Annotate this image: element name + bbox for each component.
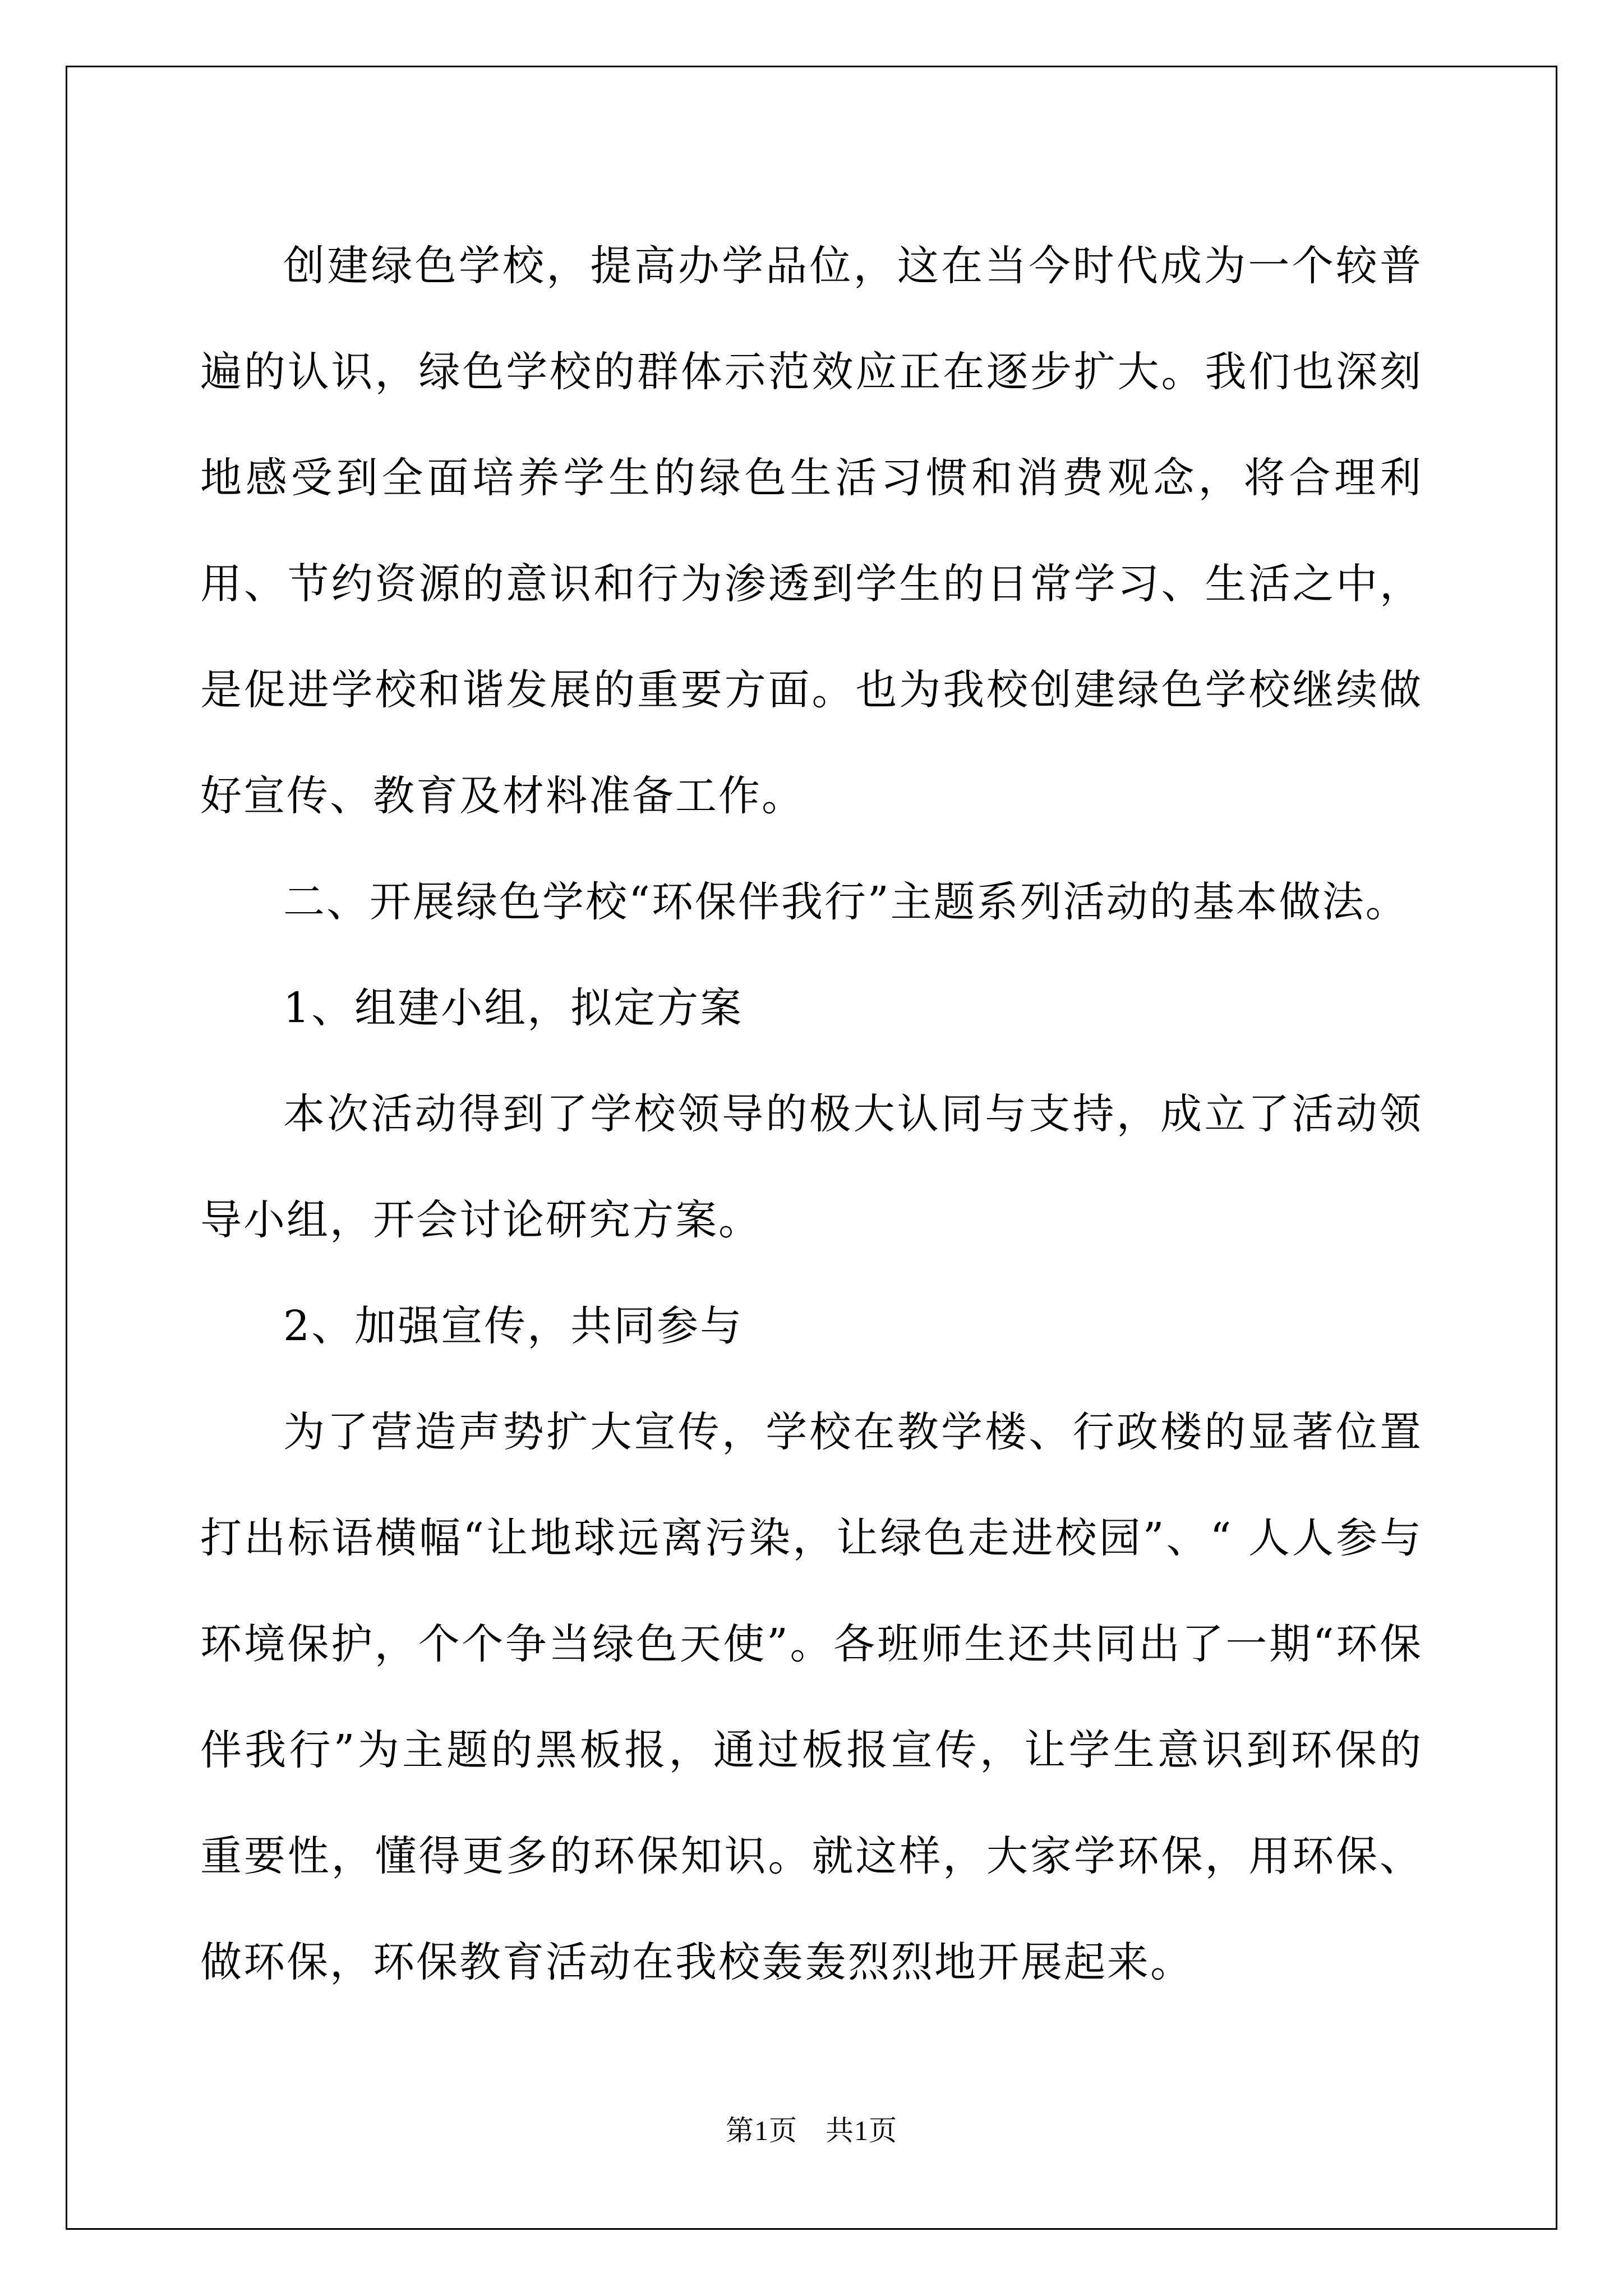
page-number-current: 第1页 bbox=[726, 2115, 797, 2146]
subsection-heading: 2、加强宣传，共同参与 bbox=[283, 1302, 744, 1350]
paragraph: 创建绿色学校，提高办学品位，这在当今时代成为一个较普遍的认识，绿色学校的群体示范效应正在逐步扩大。我们也深刻地感受到全面培养学生的绿色生活习惯和消费观念，将合理利用、节约资源的意识和行为渗透到学生的日常学习、生活之中，是促进学校和谐发展的重要方面。也为我校创建绿色学校继续做好宣传、教育及材料准备工作。 bbox=[200, 242, 1423, 820]
document-body bbox=[200, 213, 1423, 2016]
page-footer bbox=[0, 2114, 1623, 2147]
paragraph: 本次活动得到了学校领导的极大认同与支持，成立了活动领导小组，开会讨论研究方案。 bbox=[200, 1090, 1423, 1244]
section-heading: 二、开展绿色学校“环保伴我行”主题系列活动的基本做法。 bbox=[283, 878, 1409, 926]
paragraph: 为了营造声势扩大宣传，学校在教学楼、行政楼的显著位置打出标语横幅“让地球远离污染，让绿色走进校园”、“ 人人参与环境保护，个个争当绿色天使”。各班师生还共同出了一期“环保伴我行”为主题的黑板报，通过板报宣传，让学生意识到环保的重要性，懂得更多的环保知识。就这样，大家学环保，用环保、做环保，环保教育活动在我校轰轰烈烈地开展起来。 bbox=[200, 1408, 1423, 1986]
page-number-total: 共1页 bbox=[826, 2115, 897, 2146]
subsection-heading: 1、组建小组，拟定方案 bbox=[283, 984, 744, 1032]
